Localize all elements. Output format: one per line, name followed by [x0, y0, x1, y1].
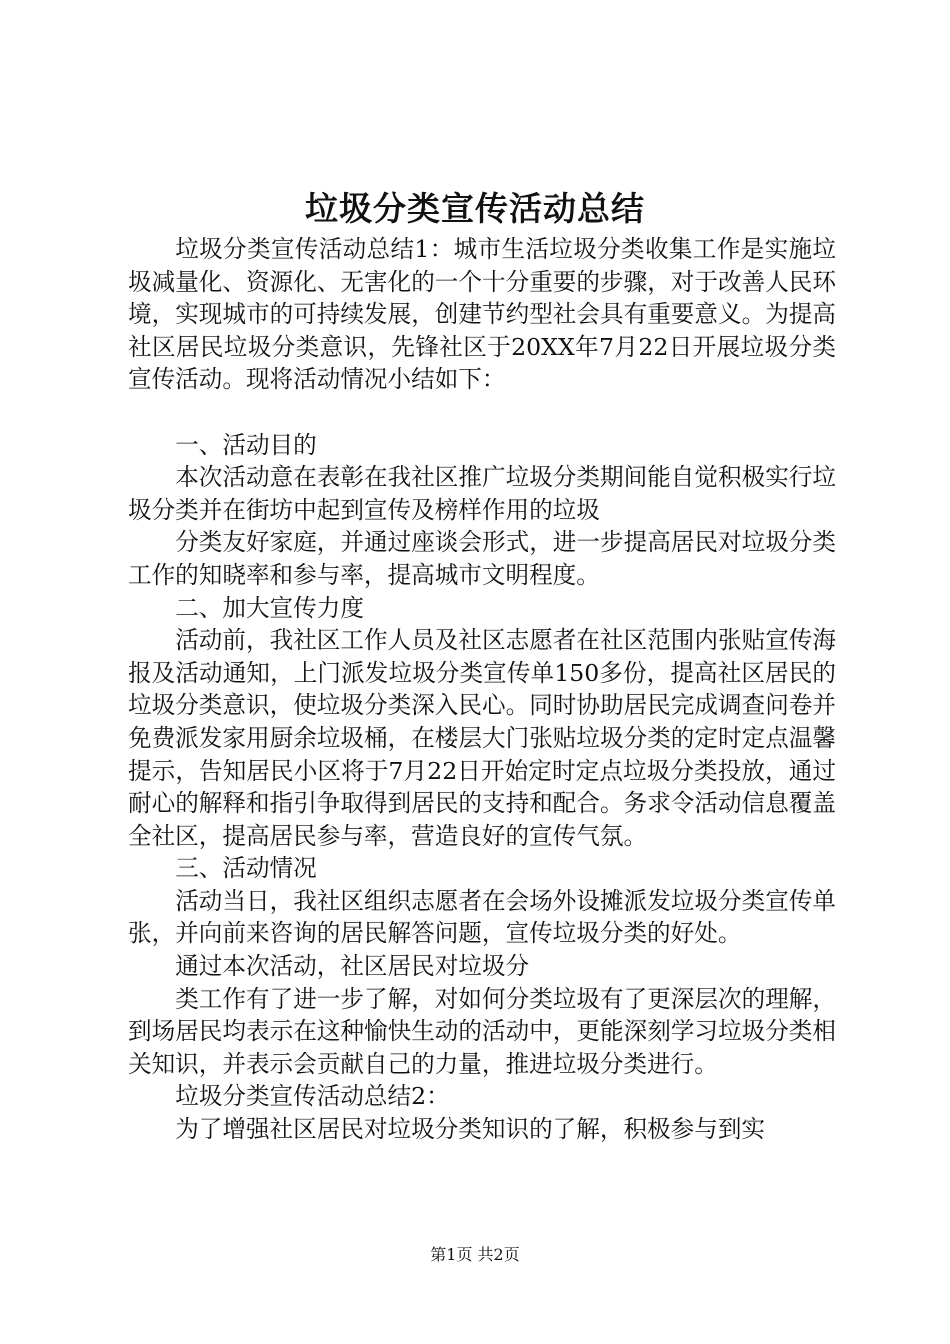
- paragraph-activity-2: 通过本次活动，社区居民对垃圾分: [175, 952, 530, 981]
- paragraph-purpose-1: 本次活动意在表彰在我社区推广垃圾分类期间能自觉积极实行垃圾分类并在街坊中起到宣传及榜样作用的垃圾: [128, 463, 836, 524]
- paragraph-publicity: 活动前，我社区工作人员及社区志愿者在社区范围内张贴宣传海报及活动通知，上门派发垃圾分类宣传单150多份，提高社区居民的垃圾分类意识，使垃圾分类深入民心。同时协助居民完成调查问卷并免费派发家用厨余垃圾桶，在楼层大门张贴垃圾分类的定时定点温馨提示，告知居民小区将于7月22日开始定时定点垃圾分类投放，通过耐心的解释和指引争取得到居民的支持和配合。务求令活动信息覆盖全社区，提高居民参与率，营造良好的宣传气氛。: [128, 626, 836, 850]
- paragraph-purpose-2: 分类友好家庭，并通过座谈会形式，进一步提高居民对垃圾分类工作的知晓率和参与率，提高城市文明程度。: [128, 528, 836, 589]
- section-heading-activity: 三、活动情况: [175, 854, 317, 883]
- paragraph-activity-1: 活动当日，我社区组织志愿者在会场外设摊派发垃圾分类宣传单张，并向前来咨询的居民解答问题，宣传垃圾分类的好处。: [128, 886, 836, 948]
- paragraph-activity-3: 类工作有了进一步了解，对如何分类垃圾有了更深层次的理解，到场居民均表示在这种愉快生动的活动中，更能深刻学习垃圾分类相关知识，并表示会贡献自己的力量，推进垃圾分类进行。: [128, 984, 836, 1078]
- paragraph-summary-2-start: 为了增强社区居民对垃圾分类知识的了解，积极参与到实: [175, 1115, 766, 1144]
- document-body: [128, 233, 836, 1146]
- document-title: 垃圾分类宣传活动总结: [305, 189, 645, 228]
- section-heading-purpose: 一、活动目的: [175, 430, 317, 459]
- paragraph-intro: 垃圾分类宣传活动总结1：城市生活垃圾分类收集工作是实施垃圾减量化、资源化、无害化的一个十分重要的步骤，对于改善人民环境，实现城市的可持续发展，创建节约型社会具有重要意义。为提高社区居民垃圾分类意识，先锋社区于20XX年7月22日开展垃圾分类宣传活动。现将活动情况小结如下：: [128, 235, 836, 394]
- paragraph-summary-2-heading: 垃圾分类宣传活动总结2：: [175, 1082, 450, 1111]
- page-footer: 第1页 共2页: [430, 1245, 520, 1264]
- section-heading-publicity: 二、加大宣传力度: [175, 593, 364, 622]
